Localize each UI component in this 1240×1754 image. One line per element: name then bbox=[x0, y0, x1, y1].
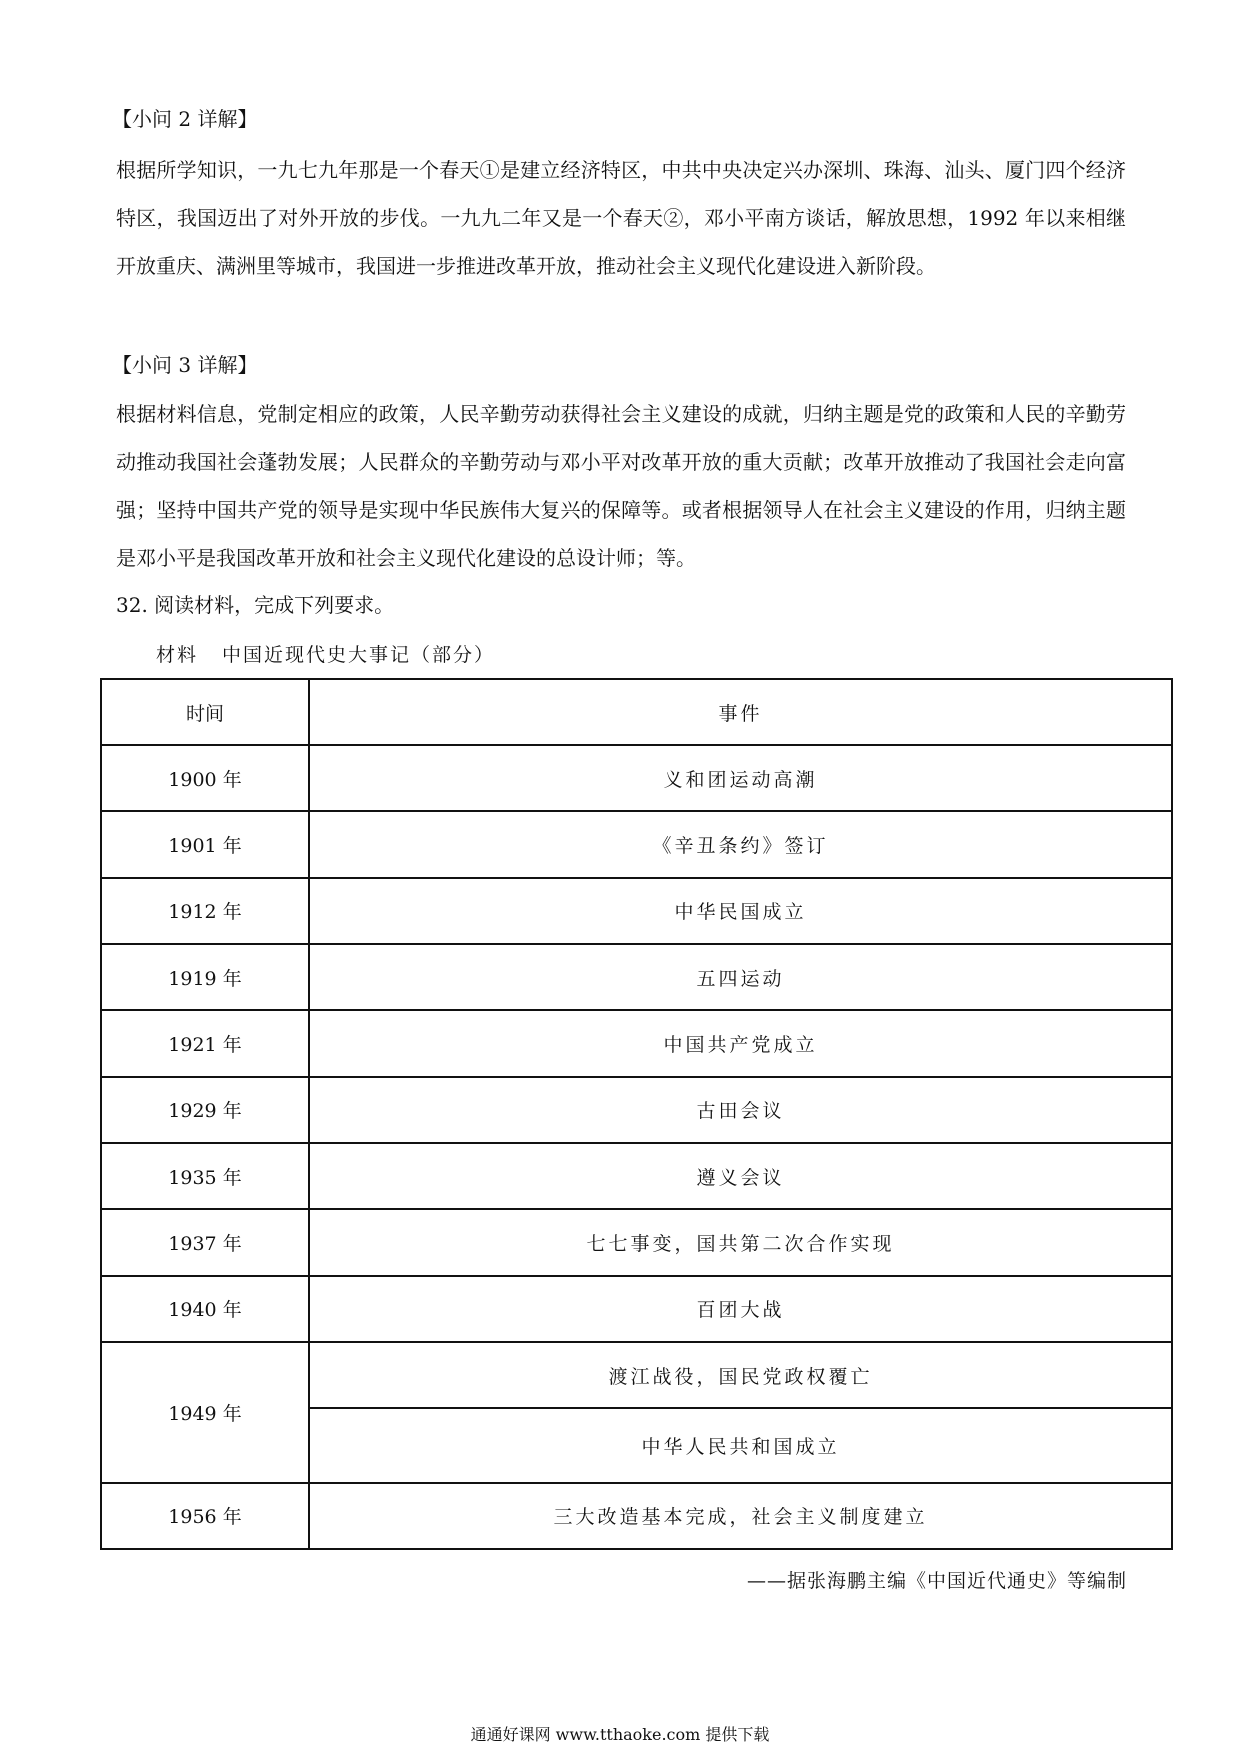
table-header-row bbox=[101, 679, 1172, 745]
header-event: 事件 bbox=[309, 679, 1172, 745]
question-32-prompt: 32. 阅读材料，完成下列要求。 bbox=[116, 593, 395, 617]
row-time: 1937 年 bbox=[101, 1209, 309, 1275]
row-event: 遵义会议 bbox=[309, 1143, 1172, 1209]
row-event: 义和团运动高潮 bbox=[309, 745, 1172, 811]
table-row bbox=[101, 944, 1172, 1010]
material-caption bbox=[156, 640, 495, 670]
q2-answer-text: 根据所学知识，一九七九年那是一个春天①是建立经济特区，中共中央决定兴办深圳、珠海、汕头、厦门四个经济特区，我国迈出了对外开放的步伐。一九九二年又是一个春天②，邓小平南方谈话，解放思想，1992 年以来相继开放重庆、满洲里等城市，我国进一步推进改革开放，推动社会主义现代化建设进入新阶段。 bbox=[116, 158, 1126, 278]
row-time: 1949 年 bbox=[101, 1342, 309, 1483]
q3-heading: 【小问 3 详解】 bbox=[112, 353, 258, 377]
row-event: 三大改造基本完成，社会主义制度建立 bbox=[309, 1483, 1172, 1549]
row-time: 1919 年 bbox=[101, 944, 309, 1010]
row-event: 中华人民共和国成立 bbox=[309, 1408, 1172, 1482]
row-event: 百团大战 bbox=[309, 1276, 1172, 1342]
row-time: 1921 年 bbox=[101, 1010, 309, 1076]
material-title: 中国近现代史大事记（部分） bbox=[222, 644, 496, 666]
table-row bbox=[101, 811, 1172, 877]
row-time: 1912 年 bbox=[101, 878, 309, 944]
row-time: 1935 年 bbox=[101, 1143, 309, 1209]
material-label: 材料 bbox=[156, 644, 199, 666]
events-table bbox=[100, 678, 1173, 1550]
row-event: 中华民国成立 bbox=[309, 878, 1172, 944]
table-row bbox=[101, 1010, 1172, 1076]
table-row bbox=[101, 878, 1172, 944]
row-time: 1940 年 bbox=[101, 1276, 309, 1342]
table-row bbox=[101, 1342, 1172, 1408]
table-row bbox=[101, 1276, 1172, 1342]
footer-download-note: 通通好课网 www.tthaoke.com 提供下载 bbox=[470, 1725, 770, 1744]
table-row bbox=[101, 745, 1172, 811]
table-row bbox=[101, 1209, 1172, 1275]
row-event: 《辛丑条约》签订 bbox=[309, 811, 1172, 877]
source-citation: ——据张海鹏主编《中国近代通史》等编制 bbox=[746, 1570, 1127, 1592]
header-time: 时间 bbox=[101, 679, 309, 745]
table-row bbox=[101, 1077, 1172, 1143]
table-row bbox=[101, 1143, 1172, 1209]
table-row bbox=[101, 1483, 1172, 1549]
row-event: 五四运动 bbox=[309, 944, 1172, 1010]
row-time: 1956 年 bbox=[101, 1483, 309, 1549]
row-event: 中国共产党成立 bbox=[309, 1010, 1172, 1076]
row-time: 1901 年 bbox=[101, 811, 309, 877]
q2-heading: 【小问 2 详解】 bbox=[112, 107, 258, 131]
row-time: 1929 年 bbox=[101, 1077, 309, 1143]
row-event: 古田会议 bbox=[309, 1077, 1172, 1143]
row-event: 渡江战役，国民党政权覆亡 bbox=[309, 1342, 1172, 1408]
row-event: 七七事变，国共第二次合作实现 bbox=[309, 1209, 1172, 1275]
row-time: 1900 年 bbox=[101, 745, 309, 811]
q3-answer-text: 根据材料信息，党制定相应的政策，人民辛勤劳动获得社会主义建设的成就，归纳主题是党的政策和人民的辛勤劳动推动我国社会蓬勃发展；人民群众的辛勤劳动与邓小平对改革开放的重大贡献；改革开放推动了我国社会走向富强；坚持中国共产党的领导是实现中华民族伟大复兴的保障等。或者根据领导人在社会主义建设的作用，归纳主题是邓小平是我国改革开放和社会主义现代化建设的总设计师；等。 bbox=[116, 402, 1126, 570]
